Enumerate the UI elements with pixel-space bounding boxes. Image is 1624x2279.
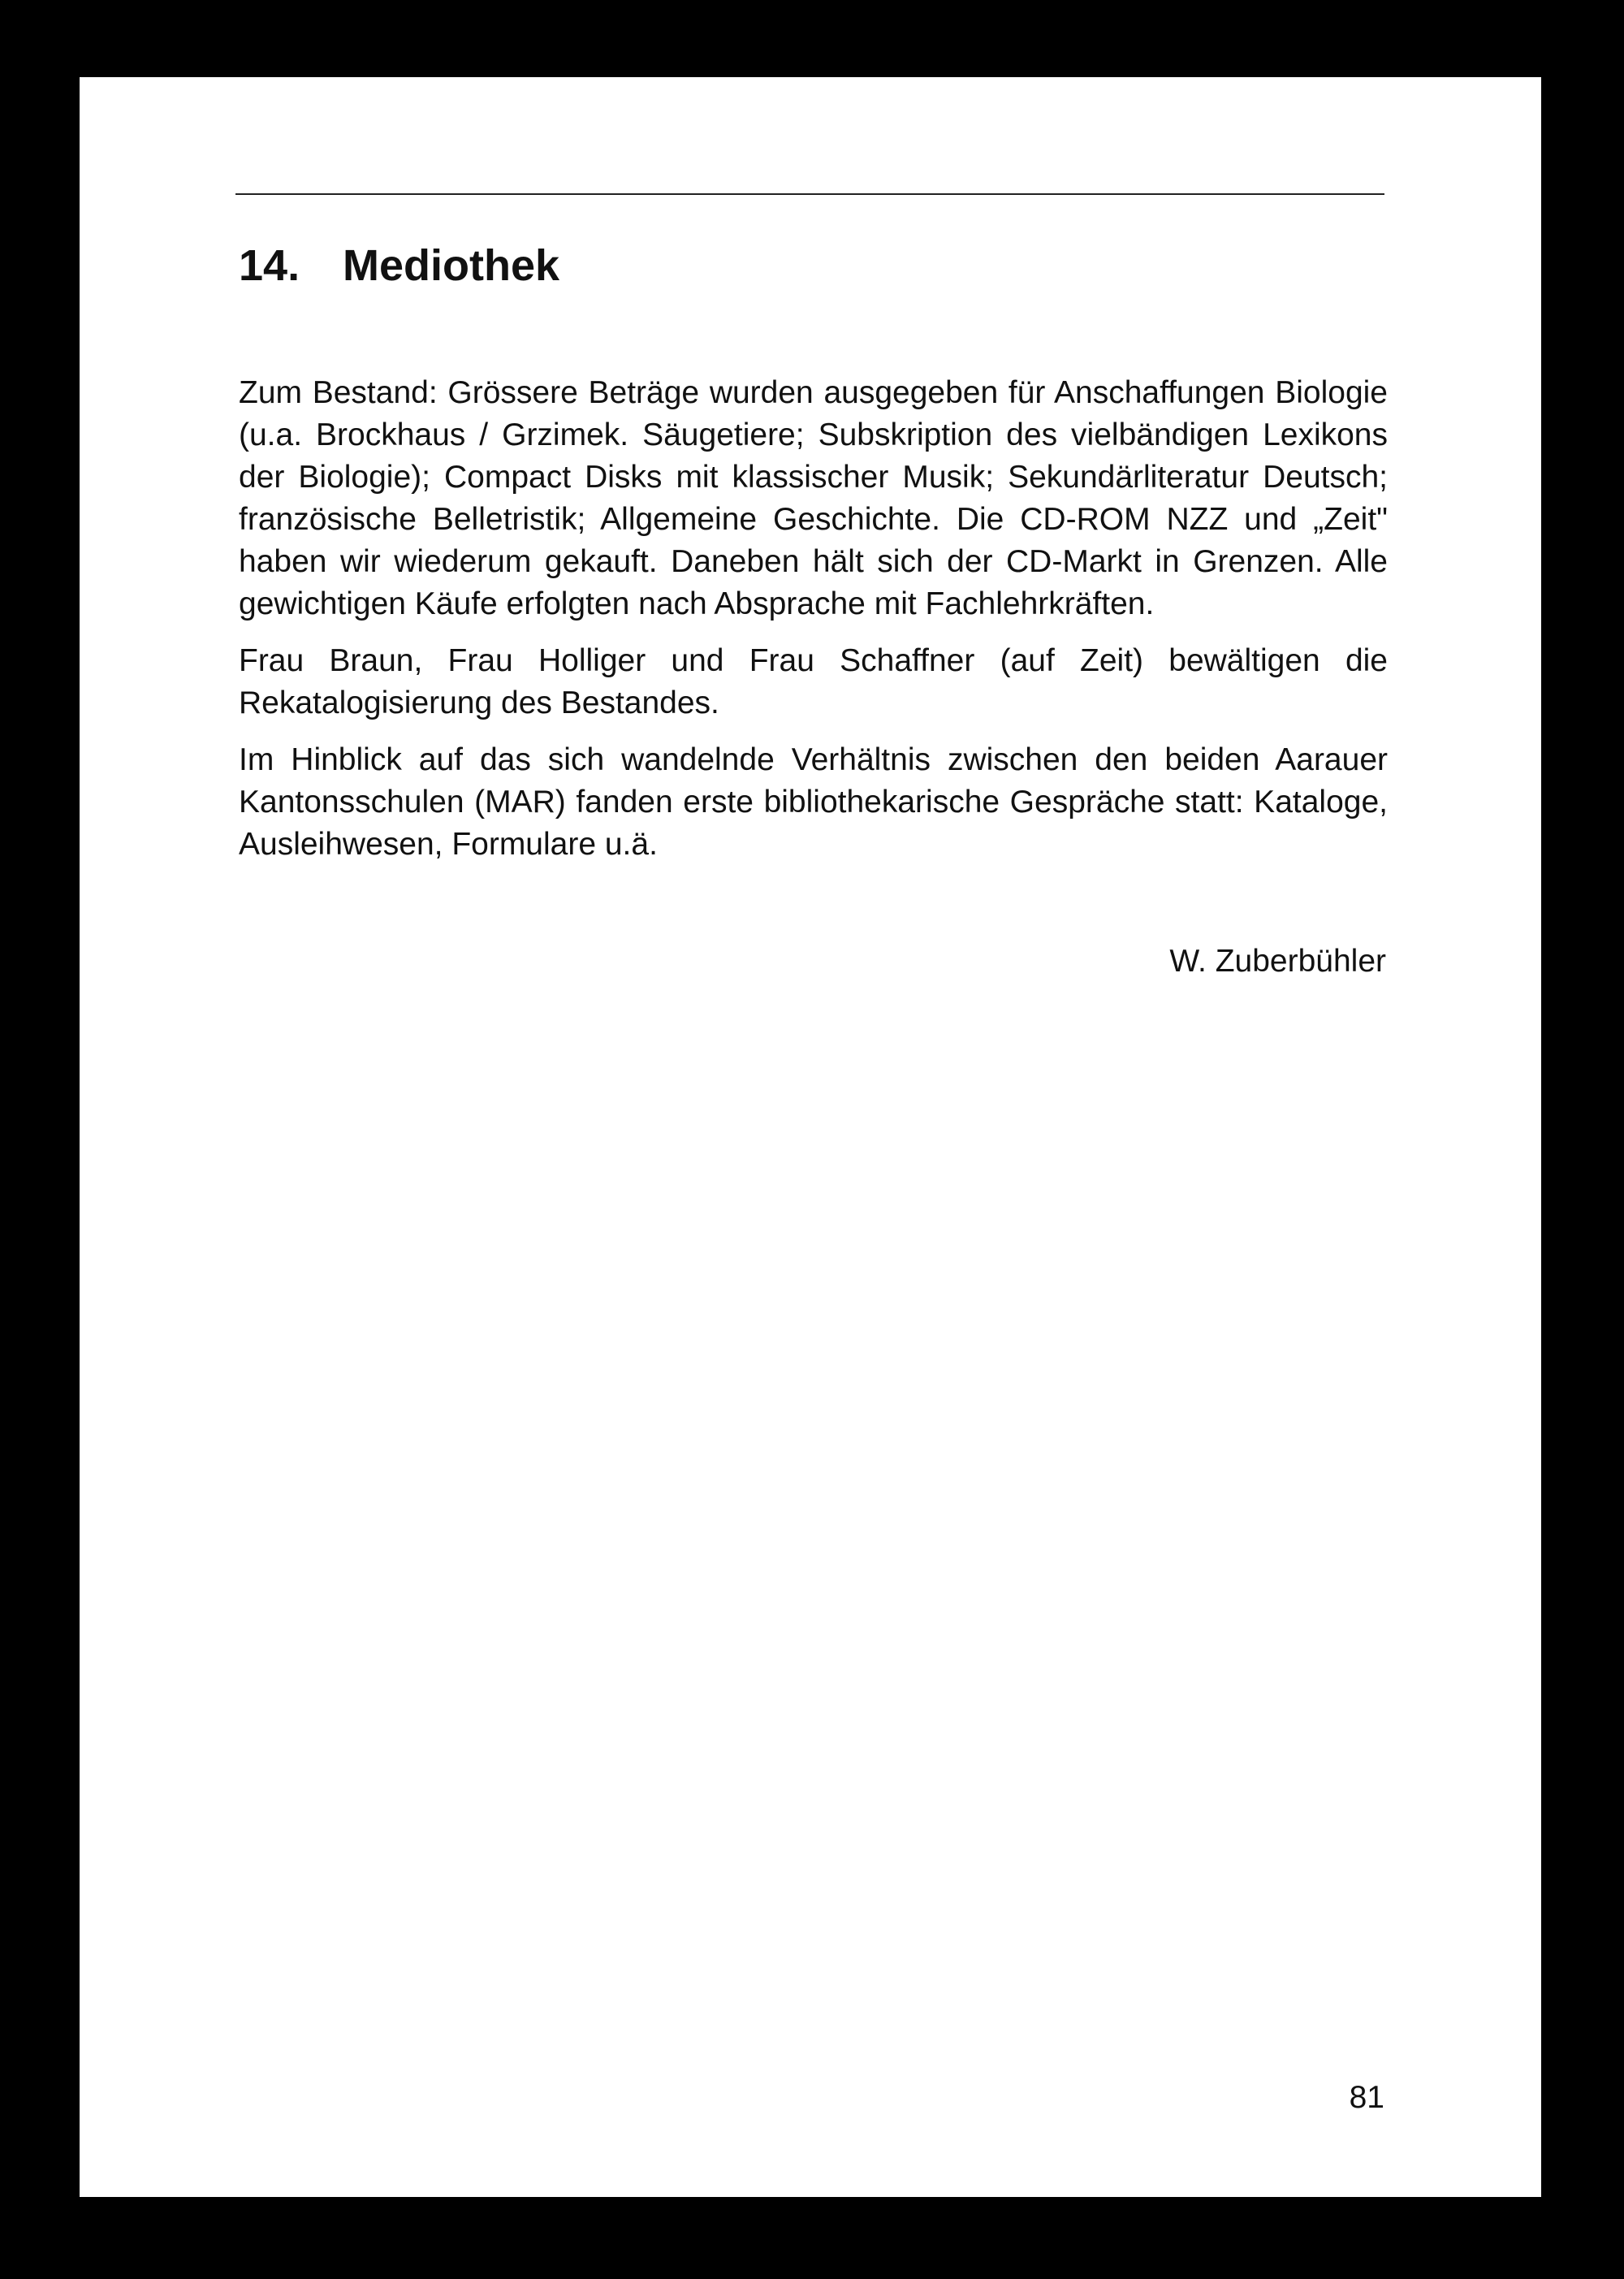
page-number: 81 [1349,2080,1384,2115]
section-number: 14. [239,241,300,290]
author-signature: W. Zuberbühler [1169,944,1386,979]
body-text [239,372,1388,880]
paragraph-kantonsschulen: Im Hinblick auf das sich wandelnde Verhältnis zwischen den beiden Aarauer Kantonsschulen (MAR) fanden erste bibliothekarische Gespräche statt: Kataloge, Ausleihwesen, Formulare u.ä. [239,742,1388,862]
paragraph-bestand: Zum Bestand: Grössere Beträge wurden ausgegeben für Anschaffungen Biologie (u.a. Brockhaus / Grzimek. Säugetiere; Subskription des vielbändigen Lexikons der Biologie); Compact Disks mit klassischer Musik; Sekundärliteratur Deutsch; französische Belletristik; Allgemeine Geschichte. Die CD-ROM NZZ und „Zeit" haben wir wiederum gekauft. Daneben hält sich der CD-Markt in Grenzen. Alle gewichtigen Käufe erfolgten nach Absprache mit Fachlehrkräften. [239,375,1388,621]
paragraph-rekatalogisierung: Frau Braun, Frau Holliger und Frau Schaffner (auf Zeit) bewältigen die Rekatalogisierung des Bestandes. [239,643,1388,720]
section-heading [239,241,560,290]
document-page [80,77,1541,2197]
section-title: Mediothek [343,241,560,290]
top-rule-divider [235,193,1384,195]
